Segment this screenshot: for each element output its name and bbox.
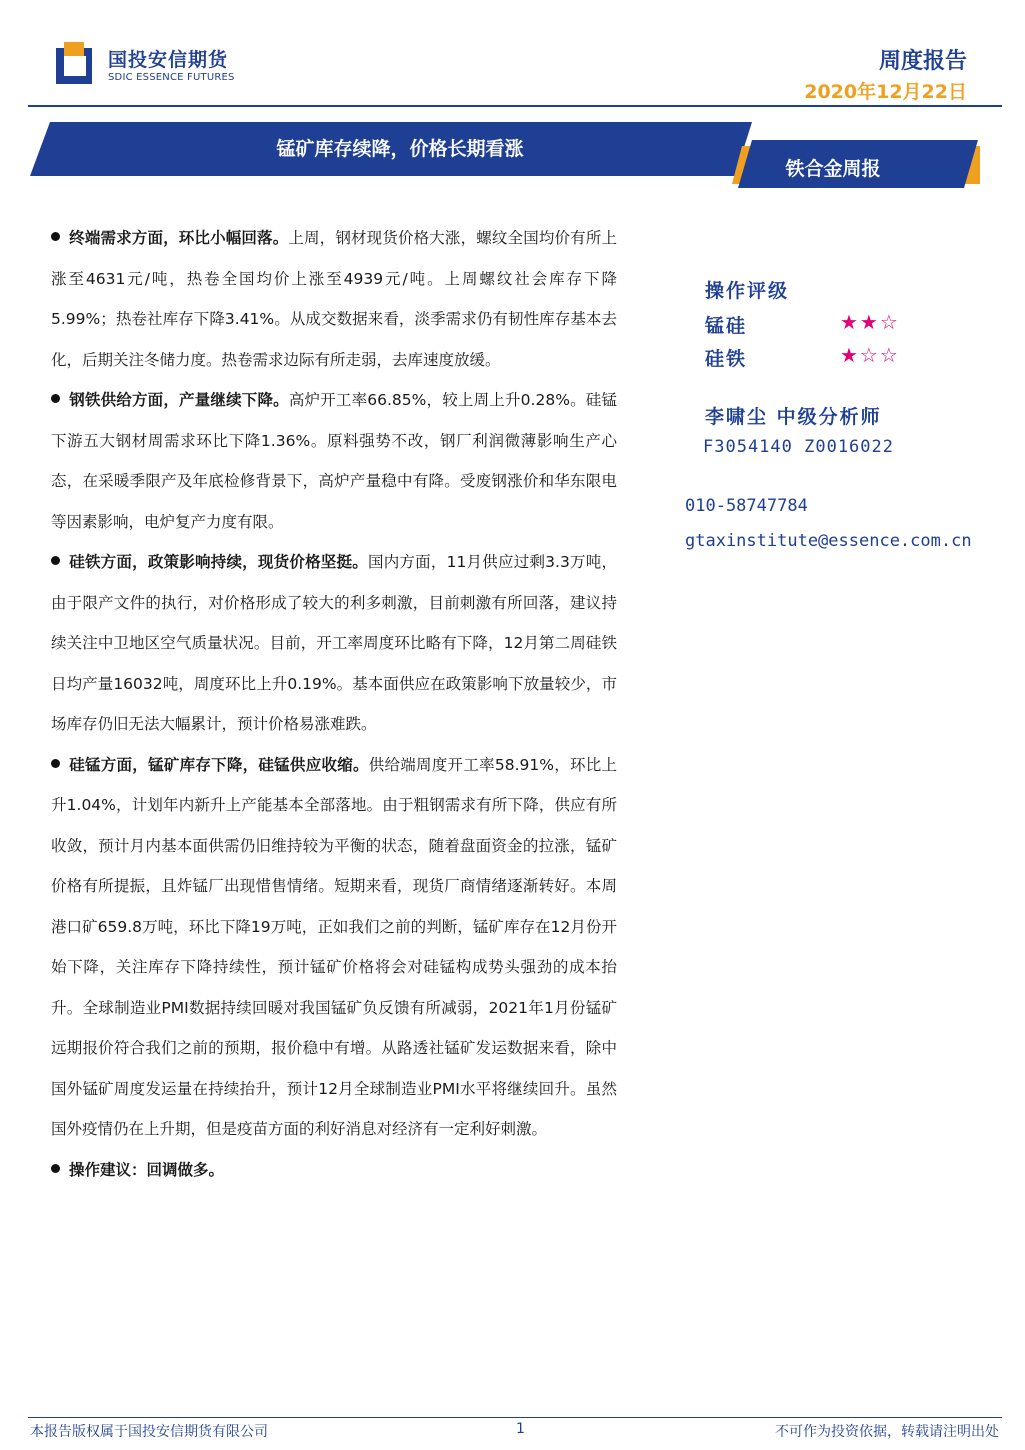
- operation-advice: [51, 1150, 617, 1191]
- section-steel-supply: [51, 380, 617, 542]
- logo-chinese-name: 国投安信期货: [108, 49, 229, 71]
- report-type: 周度报告: [878, 49, 967, 74]
- section-body: 上周，钢材现货价格大涨，螺纹全国均价有所上涨至4631元/吨，热卷全国均价上涨至4939元/吨。上周螺纹社会库存下降5.99%；热卷社库存下降3.41%。从成交数据来看，淡季需求仍有韧性库存基本去化，后期关注冬储力度。热卷需求边际有所走弱，去库速度放缓。: [51, 229, 617, 369]
- section-silicomanganese: [51, 745, 617, 1150]
- main-content: [51, 218, 617, 1190]
- rating-title: 操作评级: [705, 280, 790, 302]
- footer-divider: [28, 1417, 1002, 1418]
- section-body: 供给端周度开工率58.91%，环比上升1.04%，计划年内新升上产能基本全部落地。由于粗钢需求有所下降，供应有所收敛，预计月内基本面供需仍旧维持较为平衡的状态，随着盘面资金的拉涨，锰矿价格有所提振，且炸锰厂出现惜售情绪。短期来看，现货厂商情绪逐渐转好。本周港口矿659.8万吨，环比下降19万吨，正如我们之前的判断，锰矿库存在12月份开始下降，关注库存下降持续性，预计锰矿价格将会对硅锰构成势头强劲的成本抬升。全球制造业PMI数据持续回暖对我国锰矿负反馈有所减弱，2021年1月份锰矿远期报价符合我们之前的预期，报价稳中有增。从路透社锰矿发运数据来看，除中国外锰矿周度发运量在持续抬升，预计12月全球制造业PMI水平将继续回升。虽然国外疫情仍在上升期，但是疫苗方面的利好消息对经济有一定利好刺激。: [51, 755, 617, 1138]
- bullet-icon: [51, 759, 60, 768]
- footer-disclaimer: 不可作为投资依据，转载请注明出处: [775, 1424, 999, 1440]
- rating-stars-simn: ★★☆: [840, 310, 900, 334]
- bullet-icon: [51, 394, 60, 403]
- section-heading: 硅铁方面，政策影响持续，现货价格坚挺。: [69, 553, 368, 571]
- header-divider: [28, 105, 1002, 107]
- company-logo: [56, 42, 256, 92]
- footer-copyright: 本报告版权属于国投安信期货有限公司: [30, 1424, 268, 1440]
- bullet-icon: [51, 232, 60, 241]
- analyst-name: 李啸尘 中级分析师: [705, 406, 882, 428]
- section-heading: 钢铁供给方面，产量继续下降。: [69, 391, 289, 409]
- page-number: 1: [516, 1421, 525, 1437]
- contact-email[interactable]: gtaxinstitute@essence.com.cn: [685, 531, 972, 551]
- section-body: 国内方面，11月供应过剩3.3万吨，由于限产文件的执行，对价格形成了较大的利多刺激，目前刺激有所回落，建议持续关注中卫地区空气质量状况。目前，开工率周度环比略有下降，12月第二周硅铁日均产量16032吨，周度环比上升0.19%。基本面供应在政策影响下放量较少，市场库存仍旧无法大幅累计，预计价格易涨难跌。: [51, 553, 617, 733]
- rating-name-simn: 锰硅: [705, 315, 748, 337]
- rating-name-fesi: 硅铁: [705, 348, 748, 370]
- bullet-icon: [51, 1164, 60, 1173]
- section-ferrosilicon: [51, 542, 617, 745]
- rating-stars-fesi: ★☆☆: [840, 343, 900, 367]
- logo-english-name: SDIC ESSENCE FUTURES: [108, 72, 235, 83]
- section-demand: [51, 218, 617, 380]
- section-heading: 硅锰方面，锰矿库存下降，硅锰供应收缩。: [69, 755, 369, 774]
- logo-mark-icon: [56, 42, 98, 84]
- contact-phone: 010-58747784: [685, 496, 808, 516]
- advice-text: 操作建议：回调做多。: [69, 1160, 225, 1179]
- section-heading: 终端需求方面，环比小幅回落。: [69, 229, 289, 247]
- bullet-icon: [51, 556, 60, 565]
- report-category-tag: 铁合金周报: [785, 158, 881, 180]
- analyst-license: F3054140 Z0016022: [703, 437, 894, 457]
- report-title: 锰矿库存续降，价格长期看涨: [276, 138, 524, 160]
- report-date: 2020年12月22日: [804, 81, 967, 103]
- section-body: 高炉开工率66.85%，较上周上升0.28%。硅锰下游五大钢材周需求环比下降1.36%。原料强势不改，钢厂利润微薄影响生产心态，在采暖季限产及年底检修背景下，高炉产量稳中有降。受废钢涨价和华东限电等因素影响，电炉复产力度有限。: [51, 391, 617, 531]
